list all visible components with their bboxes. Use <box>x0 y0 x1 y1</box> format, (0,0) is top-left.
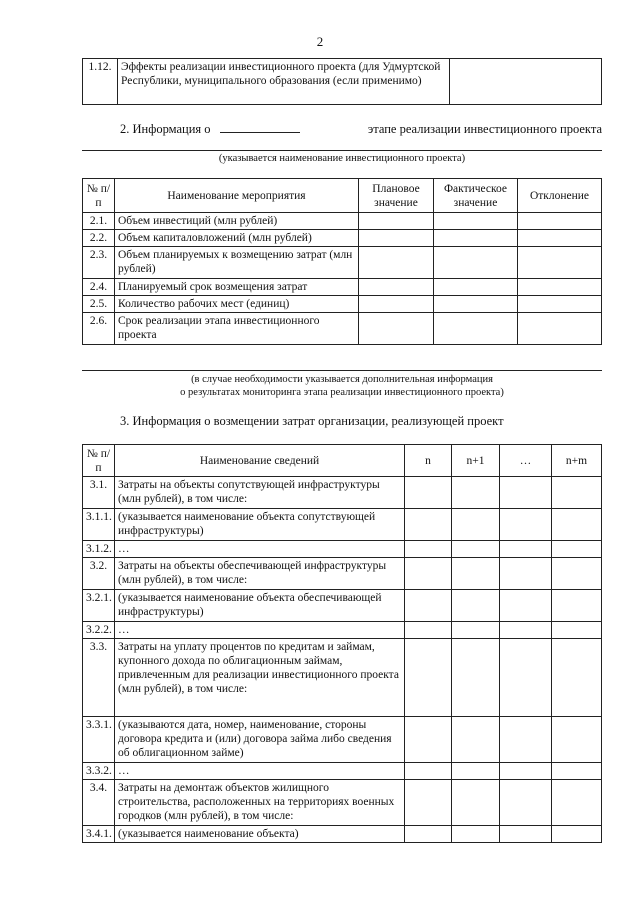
section3-heading: 3. Информация о возмещении затрат организации, реализующей проект <box>120 414 504 428</box>
value-cell <box>450 59 602 105</box>
col-header-nm: n+m <box>552 445 602 477</box>
row-number: 3.1.2. <box>83 541 115 558</box>
row-number: 2.6. <box>83 313 115 345</box>
row-number: 2.1. <box>83 213 115 230</box>
row-number: 3.4.1. <box>83 826 115 843</box>
project-name-caption: (указывается наименование инвестиционного проекта) <box>218 153 466 164</box>
section2-prefix: 2. Информация о <box>120 122 211 136</box>
row-number: 3.2.2. <box>83 622 115 639</box>
row-number: 2.5. <box>83 296 115 313</box>
additional-info-note <box>82 373 602 399</box>
table-row <box>83 780 602 826</box>
section2-suffix: этапе реализации инвестиционного проекта <box>367 122 602 136</box>
row-name: … <box>115 541 405 558</box>
table-row <box>83 59 602 105</box>
row-name: Затраты на объекты сопутствующей инфраструктуры (млн рублей), в том числе: <box>115 477 405 509</box>
stage-blank <box>220 132 300 133</box>
row-name: Затраты на демонтаж объектов жилищного строительства, расположенных на территориях военных городков (млн рублей), в том числе: <box>115 780 405 826</box>
table-row <box>83 509 602 541</box>
row-number: 3.1. <box>83 477 115 509</box>
row-name: Затраты на уплату процентов по кредитам и займам, купонного дохода по облигационным займам, привлеченным для реализации инвестиционного проекта (млн рублей), в том числе: <box>115 639 405 717</box>
col-header-number: № п/п <box>83 445 115 477</box>
row-number: 3.3. <box>83 639 115 717</box>
row-name: (указываются дата, номер, наименование, стороны договора кредита и (или) договора займа либо сведения об облигационном займе) <box>115 717 405 763</box>
row-name: … <box>115 763 405 780</box>
row-name: Количество рабочих мест (единиц) <box>115 296 359 313</box>
row-name: Планируемый срок возмещения затрат <box>115 279 359 296</box>
row-number: 2.4. <box>83 279 115 296</box>
col-header-number: № п/п <box>83 179 115 213</box>
note-line: о результатах мониторинга этапа реализации инвестиционного проекта) <box>180 387 504 398</box>
table-row <box>83 558 602 590</box>
row-name: Объем инвестиций (млн рублей) <box>115 213 359 230</box>
col-header-actual: Фактическое значение <box>434 179 518 213</box>
row-number: 3.2.1. <box>83 590 115 622</box>
col-header-deviation: Отклонение <box>518 179 602 213</box>
col-header-info: Наименование сведений <box>115 445 405 477</box>
table-row <box>83 313 602 345</box>
row-name: Объем капиталовложений (млн рублей) <box>115 230 359 247</box>
table-row <box>83 639 602 717</box>
divider-line <box>82 370 602 371</box>
top-table <box>82 58 602 105</box>
col-header-planned: Плановое значение <box>359 179 434 213</box>
row-text: Эффекты реализации инвестиционного проекта (для Удмуртской Республики, муниципального образования (если применимо) <box>118 59 450 105</box>
row-name: Объем планируемых к возмещению затрат (млн рублей) <box>115 247 359 279</box>
row-number: 2.3. <box>83 247 115 279</box>
row-name: (указывается наименование объекта) <box>115 826 405 843</box>
col-header-n1: n+1 <box>452 445 500 477</box>
table-header <box>83 179 602 213</box>
table-row <box>83 541 602 558</box>
row-name: (указывается наименование объекта сопутствующей инфраструктуры) <box>115 509 405 541</box>
row-number: 3.1.1. <box>83 509 115 541</box>
table-row <box>83 213 602 230</box>
table-header <box>83 445 602 477</box>
page-number: 2 <box>316 34 324 49</box>
row-number: 3.2. <box>83 558 115 590</box>
table-row <box>83 590 602 622</box>
table-row <box>83 279 602 296</box>
col-header-ellipsis: … <box>500 445 552 477</box>
table-row <box>83 763 602 780</box>
section2-heading <box>120 122 602 137</box>
table-row <box>83 230 602 247</box>
row-number: 2.2. <box>83 230 115 247</box>
row-name: Затраты на объекты обеспечивающей инфраструктуры (млн рублей), в том числе: <box>115 558 405 590</box>
row-name: Срок реализации этапа инвестиционного проекта <box>115 313 359 345</box>
divider-line <box>82 150 602 151</box>
note-line: (в случае необходимости указывается дополнительная информация <box>191 374 493 385</box>
col-header-n: n <box>405 445 452 477</box>
row-number: 3.3.1. <box>83 717 115 763</box>
table-row <box>83 477 602 509</box>
row-number: 3.3.2. <box>83 763 115 780</box>
col-header-event: Наименование мероприятия <box>115 179 359 213</box>
table-row <box>83 622 602 639</box>
table-row <box>83 296 602 313</box>
table-row <box>83 717 602 763</box>
table-row <box>83 247 602 279</box>
row-name: (указывается наименование объекта обеспечивающей инфраструктуры) <box>115 590 405 622</box>
stage-table <box>82 178 602 345</box>
cost-table <box>82 444 602 843</box>
table-row <box>83 826 602 843</box>
row-number: 3.4. <box>83 780 115 826</box>
row-number: 1.12. <box>83 59 118 105</box>
row-name: … <box>115 622 405 639</box>
